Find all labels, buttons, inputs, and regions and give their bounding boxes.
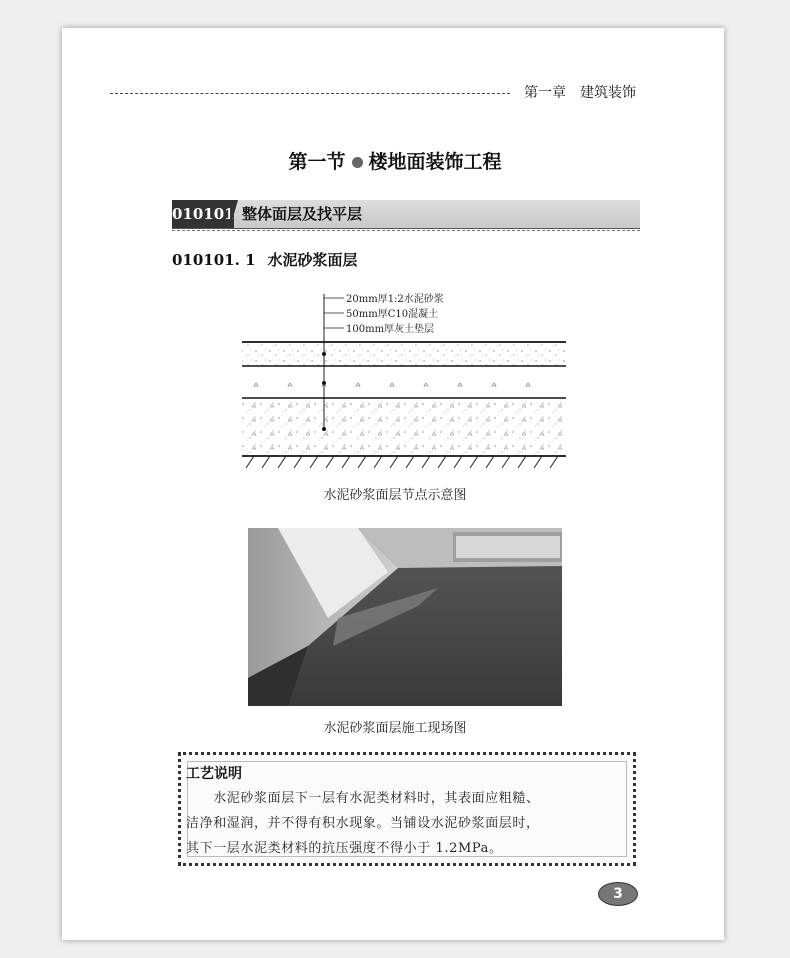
- band-slant-decoration: [230, 200, 238, 228]
- photo-caption: 水泥砂浆面层施工现场图: [323, 721, 467, 736]
- concrete-layer: [254, 383, 530, 386]
- process-note-line: 水泥砂浆面层下一层有水泥类材料时，其表面应粗糙、: [186, 791, 540, 806]
- process-note-title: 工艺说明: [186, 766, 242, 782]
- ground-hatch: [246, 456, 558, 468]
- band-dashed-underline: [172, 230, 640, 231]
- process-note-body: [186, 786, 626, 861]
- diagram-label-concrete: 50mm厚C10混凝土: [346, 309, 439, 320]
- mortar-layer: [242, 342, 566, 366]
- header-dashed-line: [110, 93, 510, 94]
- item-code: 010101: [172, 200, 234, 228]
- chapter-header: 第一章 建筑装饰: [524, 85, 636, 101]
- construction-site-photo: [248, 528, 562, 706]
- section-name: 楼地面装饰工程: [368, 151, 502, 173]
- diagram-caption: 水泥砂浆面层节点示意图: [323, 488, 467, 503]
- item-title: 整体面层及找平层: [242, 205, 363, 223]
- section-title: [0, 147, 790, 174]
- page-number-badge: 3: [598, 882, 638, 906]
- lime-soil-layer: [242, 398, 566, 456]
- bullet-dot-icon: [352, 157, 363, 168]
- process-note-line: 洁净和湿润，并不得有积水现象。当铺设水泥砂浆面层时，: [186, 816, 540, 831]
- section-number: 第一节: [288, 151, 346, 173]
- diagram-label-lime-soil: 100mm厚灰土垫层: [346, 324, 435, 335]
- floor-section-diagram: [240, 288, 570, 470]
- process-note-line: 其下一层水泥类材料的抗压强度不得小于 1.2MPa。: [186, 841, 503, 856]
- subsection-title: 水泥砂浆面层: [267, 251, 358, 269]
- diagram-label-mortar: 20mm厚1:2水泥砂浆: [346, 294, 444, 305]
- subsection-heading: [172, 249, 358, 270]
- item-heading-band: [172, 200, 640, 229]
- subsection-number: 010101. 1: [172, 251, 256, 269]
